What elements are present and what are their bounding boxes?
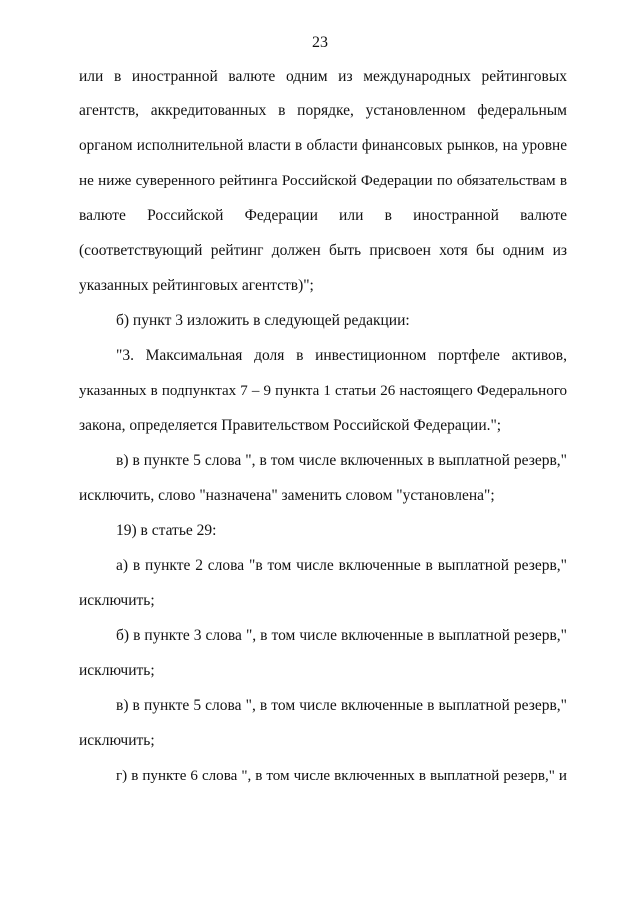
paragraph-first-line: в) в пункте 5 слова ", в том числе включенные в выплатной резерв," [116,697,567,714]
text-line: закона, определяется Правительством Российской Федерации."; [79,417,502,434]
text-line: исключить; [79,662,155,679]
text-line: агентств, аккредитованных в порядке, установленном федеральным [79,102,567,119]
text-line: исключить, слово "назначена" заменить словом "установлена"; [79,487,495,504]
paragraph-first-line: "3. Максимальная доля в инвестиционном портфеле активов, [116,347,567,364]
text-line: исключить; [79,592,155,609]
text-line: указанных рейтинговых агентств)"; [79,277,314,294]
paragraph-first-line: 19) в статье 29: [116,522,217,539]
text-line: органом исполнительной власти в области финансовых рынков, на уровне [79,137,567,154]
paragraph-first-line: б) пункт 3 изложить в следующей редакции: [116,312,410,329]
paragraph-first-line: г) в пункте 6 слова ", в том числе включенных в выплатной резерв," и [116,768,567,784]
text-line: или в иностранной валюте одним из международных рейтинговых [79,68,567,85]
text-line: (соответствующий рейтинг должен быть присвоен хотя бы одним из [79,242,567,259]
text-line: исключить; [79,732,155,749]
text-line: не ниже суверенного рейтинга Российской Федерации по обязательствам в [79,172,567,189]
paragraph-first-line: а) в пункте 2 слова "в том числе включенные в выплатной резерв," [116,557,567,574]
page-number: 23 [312,34,328,51]
text-line: указанных в подпунктах 7 – 9 пункта 1 статьи 26 настоящего Федерального [79,383,567,399]
paragraph-first-line: б) в пункте 3 слова ", в том числе включенные в выплатной резерв," [116,627,567,644]
text-line: валюте Российской Федерации или в иностранной валюте [79,207,567,224]
paragraph-first-line: в) в пункте 5 слова ", в том числе включенных в выплатной резерв," [116,452,567,469]
